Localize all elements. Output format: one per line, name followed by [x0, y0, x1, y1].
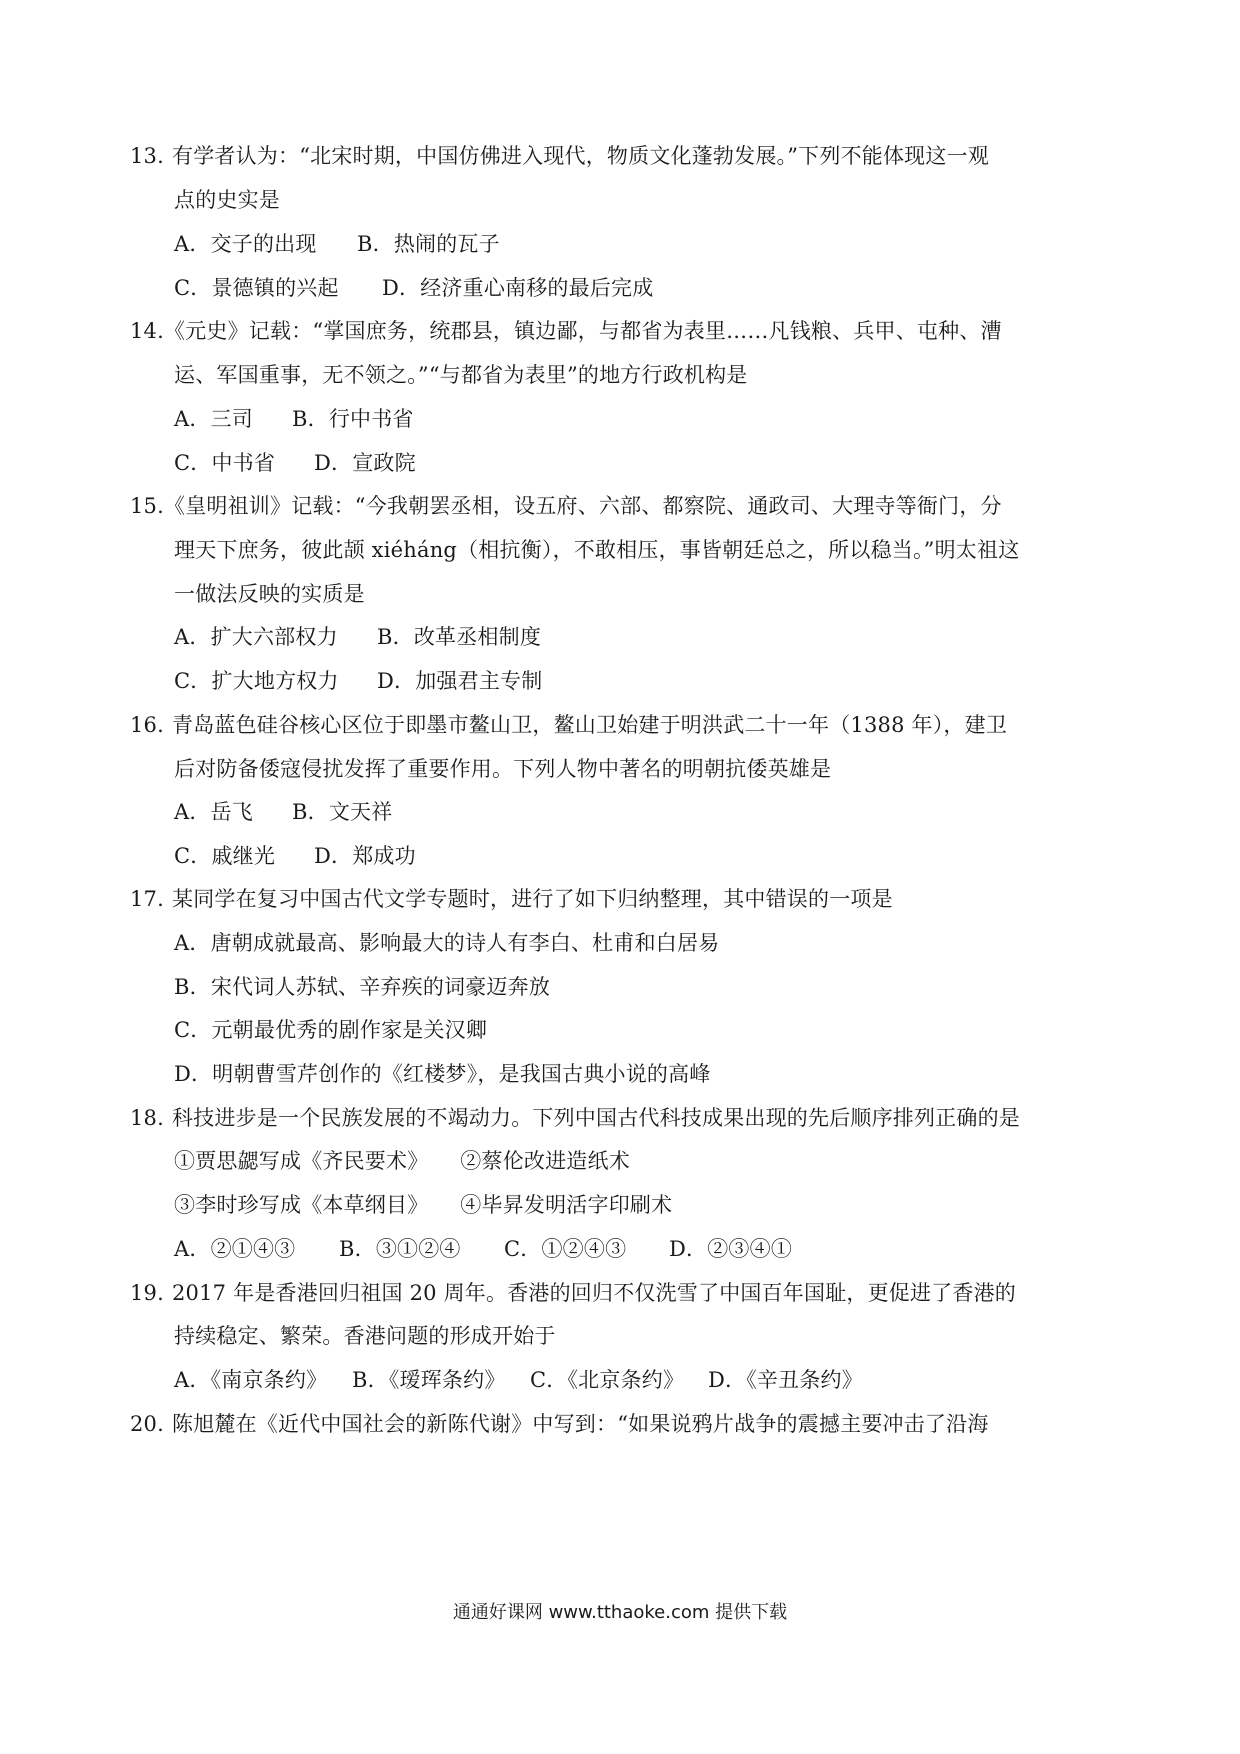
question-17-stem-line-1: 17. 某同学在复习中国古代文学专题时，进行了如下归纳整理，其中错误的一项是	[130, 884, 893, 914]
question-15-stem-line-2: 理天下庶务，彼此颉 xiéháng（相抗衡），不敢相压，事皆朝廷总之，所以稳当。”明太祖这	[174, 538, 1020, 562]
question-18-items-row-2: ③李时珍写成《本草纲目》 ④毕昇发明活字印刷术	[174, 1193, 673, 1217]
question-19-stem-line-1: 19. 2017 年是香港回归祖国 20 周年。香港的回归不仅洗雪了中国百年国耻，更促进了香港的	[130, 1278, 1016, 1308]
question-16-options-row-2	[174, 841, 416, 871]
page-footer: 通通好课网 www.tthaoke.com 提供下载	[452, 1602, 788, 1623]
question-number: 19.	[130, 1281, 164, 1305]
option-c: C．①②④③	[504, 1237, 627, 1261]
option-a: A．岳飞	[174, 800, 253, 824]
option-d: D．经济重心南移的最后完成	[382, 276, 654, 300]
option-c: C．景德镇的兴起	[174, 276, 339, 300]
option-c: C．扩大地方权力	[174, 669, 339, 693]
option-d: D．《辛丑条约》	[708, 1368, 863, 1392]
question-20-stem-line-1: 20. 陈旭麓在《近代中国社会的新陈代谢》中写到：“如果说鸦片战争的震撼主要冲击了沿海	[130, 1409, 989, 1439]
question-14-options-row-2	[174, 448, 416, 478]
question-number: 18.	[130, 1106, 164, 1130]
option-c: C．戚继光	[174, 844, 276, 868]
option-d: D．明朝曹雪芹创作的《红楼梦》，是我国古典小说的高峰	[174, 1062, 711, 1086]
question-14-options-row-1	[174, 404, 414, 434]
question-15-options-row-1	[174, 622, 541, 652]
option-a: A．唐朝成就最高、影响最大的诗人有李白、杜甫和白居易	[174, 931, 720, 955]
question-14-stem-line-2: 运、军国重事，无不领之。”“与都省为表里”的地方行政机构是	[174, 363, 748, 387]
question-15-options-row-2	[174, 666, 542, 696]
question-18-items-row-1: ①贾思勰写成《齐民要术》 ②蔡伦改进造纸术	[174, 1149, 630, 1173]
question-number: 20.	[130, 1412, 164, 1436]
question-number: 13.	[130, 144, 164, 168]
question-13-options-row-2	[174, 273, 653, 303]
option-b: B．③①②④	[339, 1237, 461, 1261]
question-19-options-row	[174, 1365, 863, 1395]
option-b: B．改革丞相制度	[377, 625, 542, 649]
question-15-stem-line-3: 一做法反映的实质是	[174, 582, 365, 606]
question-number: 14.	[130, 319, 164, 343]
question-number: 15.	[130, 494, 164, 518]
option-d: D．郑成功	[314, 844, 416, 868]
option-d: D．②③④①	[669, 1237, 793, 1261]
option-a: A．三司	[174, 407, 253, 431]
option-b: B．宋代词人苏轼、辛弃疾的词豪迈奔放	[174, 975, 551, 999]
question-16-stem-line-1: 16. 青岛蓝色硅谷核心区位于即墨市鳌山卫，鳌山卫始建于明洪武二十一年（1388 年），建卫	[130, 710, 1007, 740]
question-number: 16.	[130, 713, 164, 737]
option-b: B．热闹的瓦子	[357, 232, 500, 256]
option-c: C．《北京条约》	[530, 1368, 685, 1392]
option-a: A．交子的出现	[174, 232, 317, 256]
option-d: D．加强君主专制	[377, 669, 543, 693]
option-c: C．元朝最优秀的剧作家是关汉卿	[174, 1018, 488, 1042]
question-13-stem-line-1: 13. 有学者认为：“北宋时期，中国仿佛进入现代，物质文化蓬勃发展。”下列不能体现这一观	[130, 141, 989, 171]
option-d: D．宣政院	[314, 451, 416, 475]
option-a: A．扩大六部权力	[174, 625, 338, 649]
question-14-stem-line-1: 14.《元史》记载：“掌国庶务，统郡县，镇边鄙，与都省为表里……凡钱粮、兵甲、屯种、漕	[130, 316, 1002, 346]
option-c: C．中书省	[174, 451, 276, 475]
question-15-stem-line-1: 15.《皇明祖训》记载：“今我朝罢丞相，设五府、六部、都察院、通政司、大理寺等衙门，分	[130, 491, 1002, 521]
question-13-options-row-1	[174, 229, 500, 259]
option-a: A．②①④③	[174, 1237, 296, 1261]
question-18-stem-line-1: 18. 科技进步是一个民族发展的不竭动力。下列中国古代科技成果出现的先后顺序排列正确的是	[130, 1103, 1020, 1133]
question-13-stem-line-2: 点的史实是	[174, 188, 280, 212]
question-number: 17.	[130, 887, 164, 911]
question-16-stem-line-2: 后对防备倭寇侵扰发挥了重要作用。下列人物中著名的明朝抗倭英雄是	[174, 757, 832, 781]
option-a: A．《南京条约》	[174, 1368, 328, 1392]
question-19-stem-line-2: 持续稳定、繁荣。香港问题的形成开始于	[174, 1324, 556, 1348]
option-b: B．文天祥	[292, 800, 393, 824]
option-b: B．行中书省	[292, 407, 414, 431]
option-b: B．《瑷珲条约》	[352, 1368, 506, 1392]
question-18-options-row	[174, 1234, 792, 1264]
question-16-options-row-1	[174, 797, 392, 827]
